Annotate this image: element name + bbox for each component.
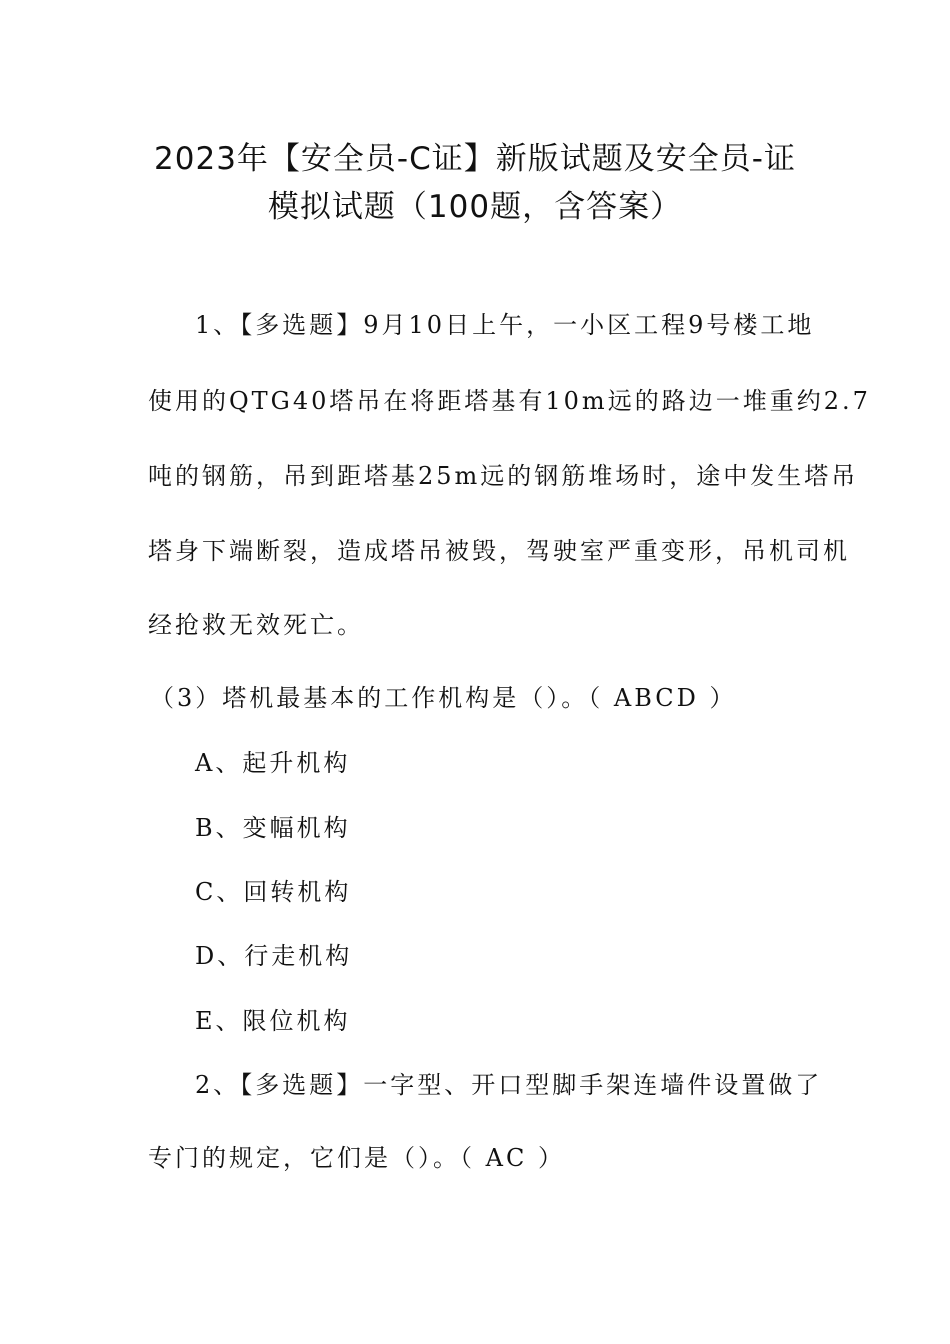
option-e: E、限位机构: [195, 1007, 351, 1035]
document-title-line-1: 2023年【安全员-C证】新版试题及安全员-证: [154, 141, 796, 177]
option-d: D、行走机构: [195, 942, 353, 970]
sub-question-3: （3）塔机最基本的工作机构是（）。（ ABCD ）: [150, 684, 737, 712]
question-1-line-1: 1、【多选题】9月10日上午，一小区工程9号楼工地: [195, 311, 815, 339]
question-1-line-2: 使用的QTG40塔吊在将距塔基有10m远的路边一堆重约2.7: [148, 387, 871, 415]
question-2-line-1: 2、【多选题】一字型、开口型脚手架连墙件设置做了: [195, 1071, 823, 1099]
question-1-line-3: 吨的钢筋，吊到距塔基25m远的钢筋堆场时，途中发生塔吊: [148, 462, 859, 490]
document-title-line-2: 模拟试题（100题，含答案）: [267, 189, 683, 225]
option-b: B、变幅机构: [195, 814, 351, 842]
question-1-line-4: 塔身下端断裂，造成塔吊被毁，驾驶室严重变形，吊机司机: [148, 537, 850, 565]
option-c: C、回转机构: [195, 878, 352, 906]
option-a: A、起升机构: [195, 749, 351, 777]
question-1-line-5: 经抢救无效死亡。: [148, 611, 364, 639]
question-2-line-2: 专门的规定，它们是（）。（ AC ）: [148, 1144, 565, 1172]
